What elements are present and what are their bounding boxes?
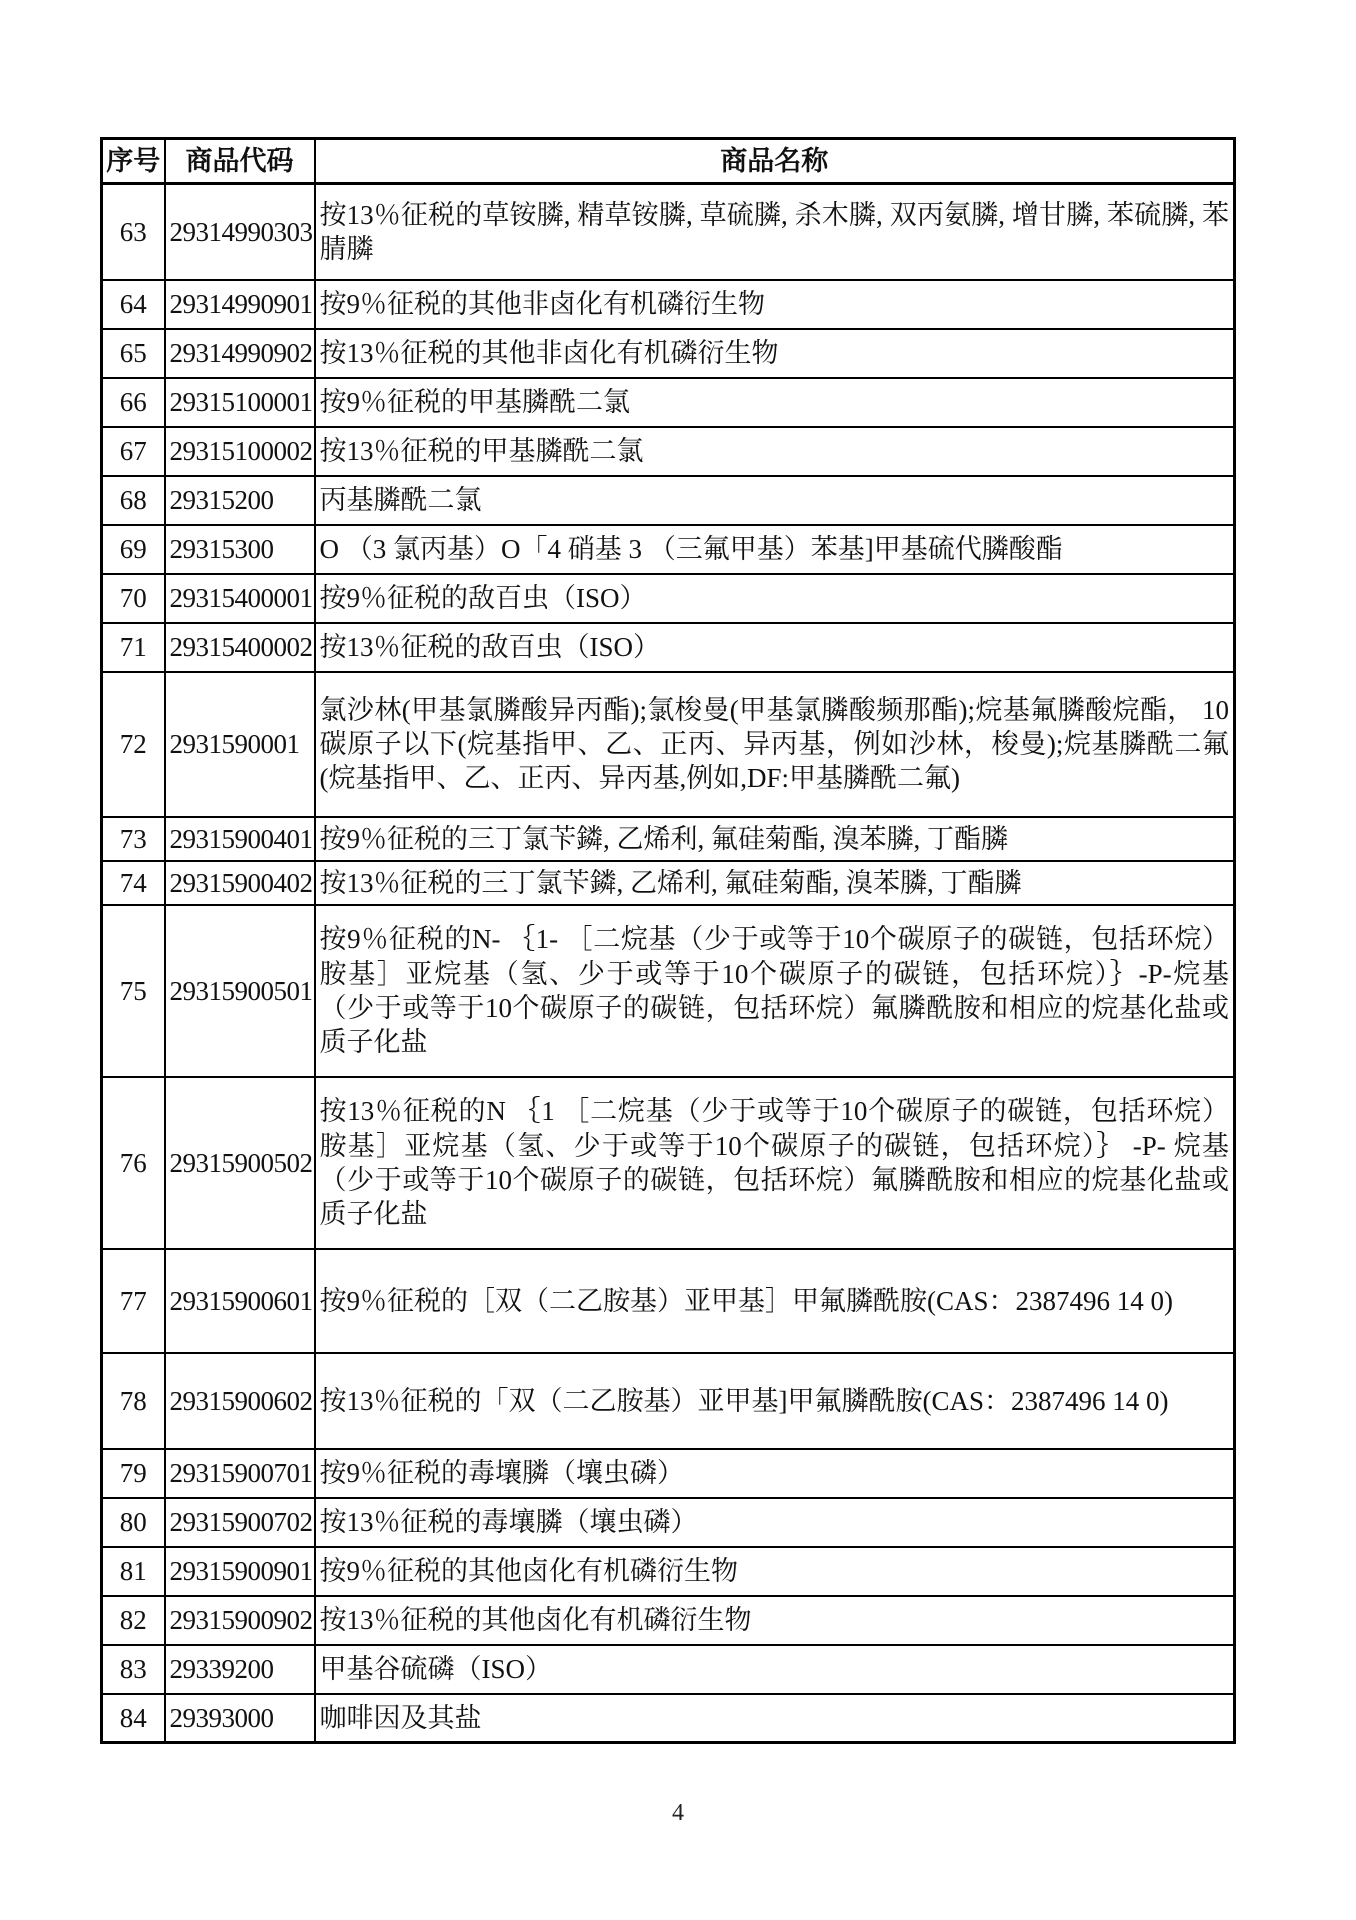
serial-number-cell: 77	[102, 1249, 165, 1353]
commodity-code-cell: 29314990902	[165, 329, 315, 378]
commodity-code-cell: 29315100001	[165, 378, 315, 427]
commodity-name-cell: 按13％征税的草铵膦, 精草铵膦, 草硫膦, 杀木膦, 双丙氨膦, 增甘膦, 苯硫膦, 苯腈膦	[315, 184, 1235, 280]
commodity-name-cell: 按9％征税的其他卤化有机磷衍生物	[315, 1547, 1235, 1596]
commodity-name-cell: 按13％征税的甲基膦酰二氯	[315, 427, 1235, 476]
commodity-code-cell: 29393000	[165, 1694, 315, 1743]
serial-number-cell: 84	[102, 1694, 165, 1743]
commodity-code-cell: 29315900901	[165, 1547, 315, 1596]
table-row	[102, 1694, 1235, 1743]
commodity-code-cell: 29314990303	[165, 184, 315, 280]
commodity-name-cell: 氯沙林(甲基氯膦酸异丙酯);氯梭曼(甲基氯膦酸频那酯);烷基氟膦酸烷酯， 10碳原子以下(烷基指甲、乙、正丙、异丙基，例如沙林，梭曼);烷基膦酰二氟(烷基指甲、乙、正丙、异丙基,例如,DF:甲基膦酰二氟)	[315, 672, 1235, 817]
table-row	[102, 1449, 1235, 1498]
serial-number-cell: 74	[102, 861, 165, 905]
serial-number-cell: 73	[102, 817, 165, 861]
serial-number-cell: 82	[102, 1596, 165, 1645]
page-number: 4	[672, 1800, 684, 1826]
table-row	[102, 623, 1235, 672]
header-commodity-name: 商品名称	[315, 139, 1235, 184]
commodity-code-cell: 29315900902	[165, 1596, 315, 1645]
serial-number-cell: 79	[102, 1449, 165, 1498]
table-row	[102, 378, 1235, 427]
commodity-code-cell: 29315200	[165, 476, 315, 525]
commodity-code-cell: 2931590001	[165, 672, 315, 817]
commodity-name-cell: 按9％征税的N- ｛1- ［二烷基（少于或等于10个碳原子的碳链，包括环烷）胺基］亚烷基（氢、少于或等于10个碳原子的碳链，包括环烷）｝-P-烷基（少于或等于10个碳原子的碳链，包括环烷）氟膦酰胺和相应的烷基化盐或质子化盐	[315, 905, 1235, 1077]
commodity-code-cell: 29315900601	[165, 1249, 315, 1353]
serial-number-cell: 67	[102, 427, 165, 476]
header-serial-number: 序号	[102, 139, 165, 184]
commodity-name-cell: 甲基谷硫磷（ISO）	[315, 1645, 1235, 1694]
serial-number-cell: 71	[102, 623, 165, 672]
table-row	[102, 525, 1235, 574]
table-row	[102, 1249, 1235, 1353]
commodity-name-cell: 按13％征税的毒壤膦（壤虫磷）	[315, 1498, 1235, 1547]
serial-number-cell: 64	[102, 280, 165, 329]
commodity-code-cell: 29339200	[165, 1645, 315, 1694]
table-row	[102, 476, 1235, 525]
commodity-code-cell: 29315900602	[165, 1353, 315, 1449]
commodity-code-cell: 29315900501	[165, 905, 315, 1077]
commodity-table	[100, 137, 1236, 1744]
serial-number-cell: 76	[102, 1077, 165, 1249]
commodity-name-cell: 按9％征税的敌百虫（ISO）	[315, 574, 1235, 623]
serial-number-cell: 72	[102, 672, 165, 817]
table-header-row	[102, 139, 1235, 184]
table-row	[102, 1547, 1235, 1596]
table-row	[102, 574, 1235, 623]
serial-number-cell: 83	[102, 1645, 165, 1694]
table-row	[102, 427, 1235, 476]
commodity-name-cell: 按13％征税的N ｛1 ［二烷基（少于或等于10个碳原子的碳链，包括环烷）胺基］亚烷基（氢、少于或等于10个碳原子的碳链，包括环烷）｝ -P- 烷基（少于或等于10个碳原子的碳链，包括环烷）氟膦酰胺和相应的烷基化盐或质子化盐	[315, 1077, 1235, 1249]
table-row	[102, 1645, 1235, 1694]
serial-number-cell: 66	[102, 378, 165, 427]
commodity-name-cell: 按13％征税的其他非卤化有机磷衍生物	[315, 329, 1235, 378]
serial-number-cell: 68	[102, 476, 165, 525]
commodity-code-cell: 29314990901	[165, 280, 315, 329]
serial-number-cell: 70	[102, 574, 165, 623]
table-row	[102, 1353, 1235, 1449]
table-row	[102, 905, 1235, 1077]
commodity-name-cell: 按9％征税的毒壤膦（壤虫磷）	[315, 1449, 1235, 1498]
commodity-code-cell: 29315400002	[165, 623, 315, 672]
table-row	[102, 672, 1235, 817]
table-row	[102, 280, 1235, 329]
commodity-code-cell: 29315900701	[165, 1449, 315, 1498]
commodity-code-cell: 29315300	[165, 525, 315, 574]
table-row	[102, 817, 1235, 861]
serial-number-cell: 63	[102, 184, 165, 280]
commodity-name-cell: 按9％征税的三丁氯苄鏻, 乙烯利, 氟硅菊酯, 溴苯膦, 丁酯膦	[315, 817, 1235, 861]
serial-number-cell: 80	[102, 1498, 165, 1547]
commodity-name-cell: 咖啡因及其盐	[315, 1694, 1235, 1743]
table-row	[102, 861, 1235, 905]
commodity-name-cell: 按9％征税的其他非卤化有机磷衍生物	[315, 280, 1235, 329]
commodity-name-cell: 按9％征税的［双（二乙胺基）亚甲基］甲氟膦酰胺(CAS：2387496 14 0)	[315, 1249, 1235, 1353]
serial-number-cell: 65	[102, 329, 165, 378]
commodity-code-cell: 29315400001	[165, 574, 315, 623]
commodity-name-cell: 按13％征税的「双（二乙胺基）亚甲基]甲氟膦酰胺(CAS：2387496 14 0)	[315, 1353, 1235, 1449]
commodity-name-cell: 按13％征税的三丁氯苄鏻, 乙烯利, 氟硅菊酯, 溴苯膦, 丁酯膦	[315, 861, 1235, 905]
header-commodity-code: 商品代码	[165, 139, 315, 184]
commodity-code-cell: 29315100002	[165, 427, 315, 476]
commodity-code-cell: 29315900702	[165, 1498, 315, 1547]
table-row	[102, 1498, 1235, 1547]
table-row	[102, 184, 1235, 280]
commodity-code-cell: 29315900401	[165, 817, 315, 861]
serial-number-cell: 78	[102, 1353, 165, 1449]
commodity-code-cell: 29315900502	[165, 1077, 315, 1249]
serial-number-cell: 81	[102, 1547, 165, 1596]
commodity-name-cell: 丙基膦酰二氯	[315, 476, 1235, 525]
commodity-name-cell: 按13％征税的其他卤化有机磷衍生物	[315, 1596, 1235, 1645]
table-row	[102, 329, 1235, 378]
commodity-name-cell: 按9％征税的甲基膦酰二氯	[315, 378, 1235, 427]
serial-number-cell: 75	[102, 905, 165, 1077]
table-row	[102, 1596, 1235, 1645]
commodity-name-cell: 按13％征税的敌百虫（ISO）	[315, 623, 1235, 672]
commodity-code-cell: 29315900402	[165, 861, 315, 905]
commodity-name-cell: O （3 氯丙基）O「4 硝基 3 （三氟甲基）苯基]甲基硫代膦酸酯	[315, 525, 1235, 574]
serial-number-cell: 69	[102, 525, 165, 574]
table-row	[102, 1077, 1235, 1249]
